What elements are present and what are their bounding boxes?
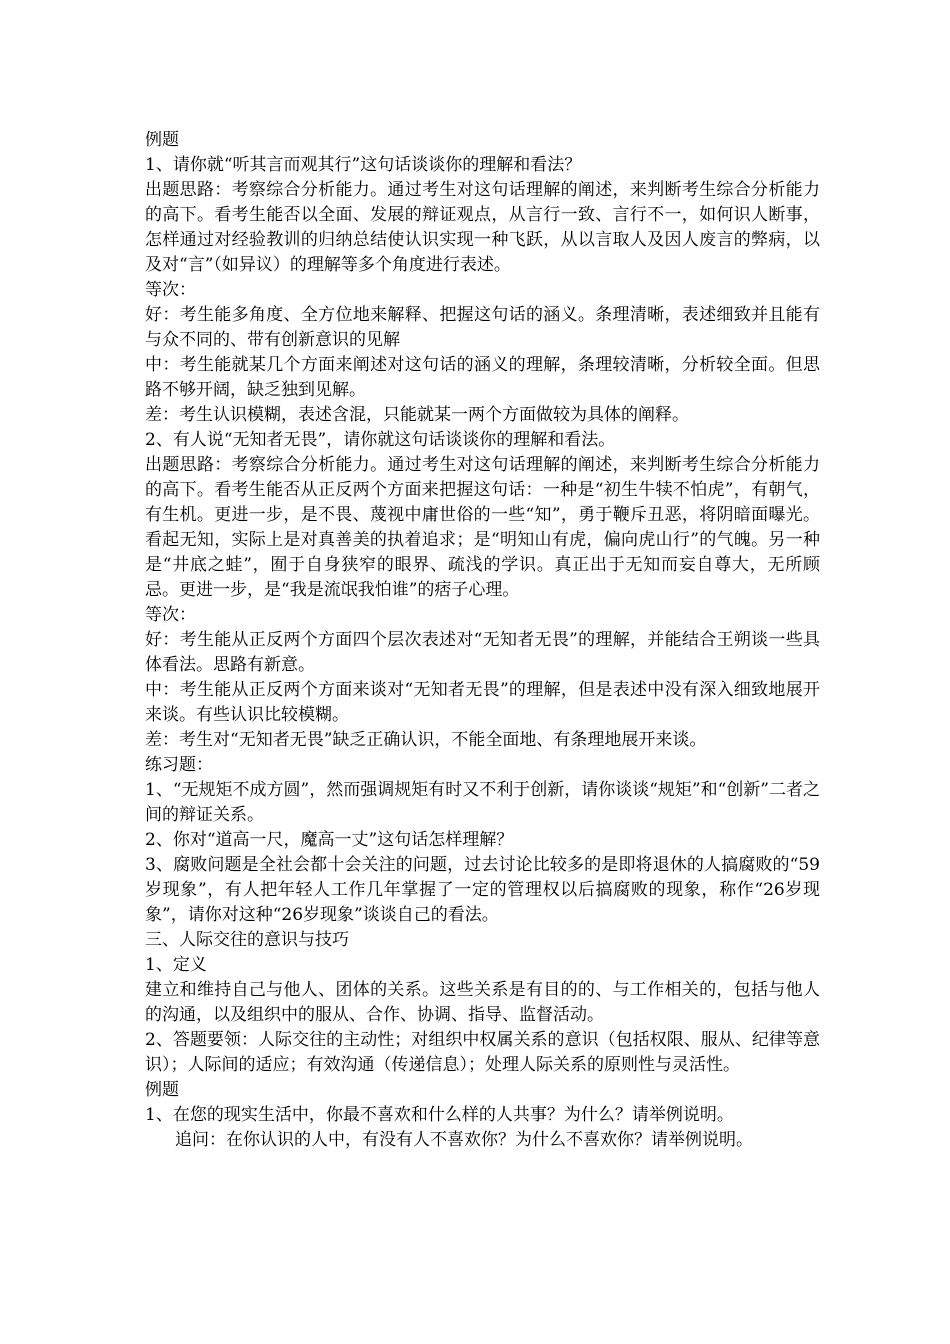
grade-poor-2: 差：考生对“无知者无畏”缺乏正确认识，不能全面地、有条理地展开来谈。 [145,730,707,750]
grade-good-1: 好：考生能多角度、全方位地来解释、把握这句话的涵义。条理清晰，表述细致并且能有与众不同的、带有创新意识的见解 [145,305,820,350]
follow-up-question: 追问：在你认识的人中，有没有人不喜欢你？为什么不喜欢你？请举例说明。 [175,1130,753,1150]
definition-heading: 1、定义 [145,955,207,975]
approach-2: 出题思路：考察综合分析能力。通过考生对这句话理解的阐述，来判断考生综合分析能力的高下。看考生能否从正反两个方面来把握这句话：一种是“初生牛犊不怕虎”，有朝气，有生机。更进一步，是不畏、蔑视中庸世俗的一些“知”，勇于鞭斥丑恶，将阴暗面曝光。看起无知，实际上是对真善美的执着追求；是“明知山有虎，偏向虎山行”的气魄。另一种是“井底之蛙”，囿于自身狭窄的眼界、疏浅的学识。真正出于无知而妄自尊大，无所顾忌。更进一步，是“我是流氓我怕谁”的痞子心理。 [145,455,820,600]
exercise-3: 3、腐败问题是全社会都十会关注的问题，过去讨论比较多的是即将退休的人搞腐败的“59岁现象”，有人把年轻人工作几年掌握了一定的管理权以后搞腐败的现象，称作“26岁现象”，请你对这种“26岁现象”谈谈自己的看法。 [145,855,820,925]
answer-key-points: 2、答题要领：人际交往的主动性；对组织中权属关系的意识（包括权限、服从、纪律等意识）；人际间的适应；有效沟通（传递信息）；处理人际关系的原则性与灵活性。 [145,1030,820,1075]
document-body [145,128,820,1153]
question-1: 1、请你就“听其言而观其行”这句话谈谈你的理解和看法？ [145,155,582,175]
exercise-2: 2、你对“道高一尺，魔高一丈”这句话怎样理解？ [145,830,514,850]
grade-heading-1: 等次： [145,280,196,300]
approach-1: 出题思路：考察综合分析能力。通过考生对这句话理解的阐述，来判断考生综合分析能力的高下。看考生能否以全面、发展的辩证观点，从言行一致、言行不一，如何识人断事，怎样通过对经验教训的归纳总结使认识实现一种飞跃，从以言取人及因人废言的弊病，以及对“言”（如异议）的理解等多个角度进行表述。 [145,180,820,275]
grade-medium-1: 中：考生能就某几个方面来阐述对这句话的涵义的理解，条理较清晰，分析较全面。但思路不够开阔，缺乏独到见解。 [145,355,820,400]
grade-good-2: 好：考生能从正反两个方面四个层次表述对“无知者无畏”的理解，并能结合王朔谈一些具体看法。思路有新意。 [145,630,820,675]
grade-medium-2: 中：考生能从正反两个方面来谈对“无知者无畏”的理解，但是表述中没有深入细致地展开来谈。有些认识比较模糊。 [145,680,820,725]
grade-poor-1: 差：考生认识模糊，表述含混，只能就某一两个方面做较为具体的阐释。 [145,405,689,425]
section-heading-3: 三、人际交往的意识与技巧 [145,930,349,950]
heading-example-1: 例题 [145,130,179,150]
question-2: 2、有人说“无知者无畏”，请你就这句话谈谈你的理解和看法。 [145,430,616,450]
question-3: 1、在您的现实生活中，你最不喜欢和什么样的人共事？为什么？请举例说明。 [145,1105,734,1125]
exercise-heading: 练习题： [145,755,213,775]
grade-heading-2: 等次： [145,605,196,625]
heading-example-2: 例题 [145,1080,179,1100]
definition-text: 建立和维持自己与他人、团体的关系。这些关系是有目的的、与工作相关的，包括与他人的沟通，以及组织中的服从、合作、协调、指导、监督活动。 [145,980,820,1025]
exercise-1: 1、“无规矩不成方圆”，然而强调规矩有时又不利于创新，请你谈谈“规矩”和“创新”二者之间的辩证关系。 [145,780,820,825]
